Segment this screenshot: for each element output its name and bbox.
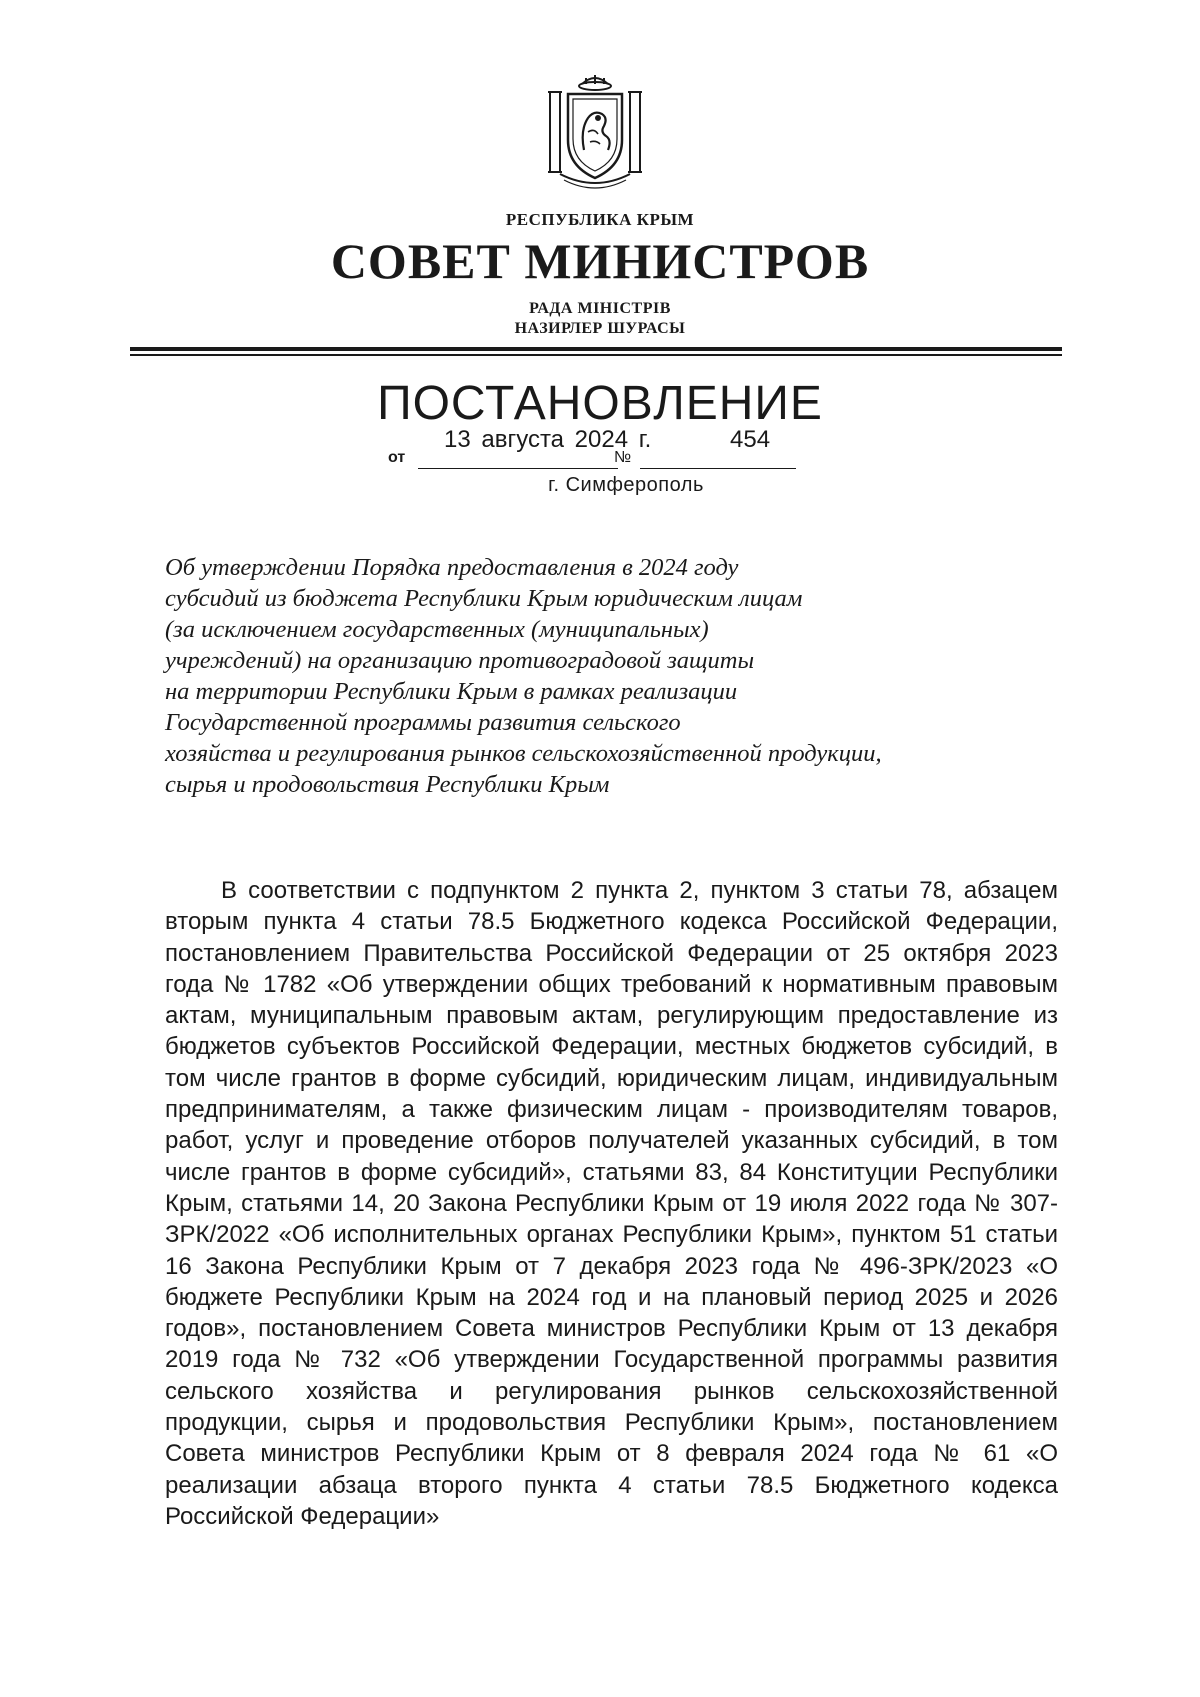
subject-line: Об утверждении Порядка предоставления в 2024 году	[165, 554, 739, 581]
document-subject	[165, 552, 1065, 800]
subject-line: Государственной программы развития сельского	[165, 709, 681, 736]
council-title-ukrainian: РАДА МІНІСТРІВ	[529, 300, 671, 317]
subject-line: хозяйства и регулирования рынков сельскохозяйственной продукции,	[165, 740, 882, 767]
date-number-line	[388, 426, 848, 466]
subject-line: субсидий из бюджета Республики Крым юридическим лицам	[165, 585, 803, 612]
from-label: от	[388, 449, 406, 466]
document-type-title: ПОСТАНОВЛЕНИЕ	[377, 377, 823, 430]
number-underline	[640, 468, 796, 469]
council-title-crimean-tatar: НАЗИРЛЕР ШУРАСЫ	[514, 320, 686, 337]
coat-of-arms-emblem	[544, 70, 646, 190]
subject-line: сырья и продовольствия Республики Крым	[165, 771, 610, 798]
document-date: 13 августа 2024 г.	[444, 426, 652, 453]
number-label: №	[614, 449, 632, 466]
header-divider-thin	[130, 354, 1062, 356]
document-city: г. Симферополь	[548, 474, 704, 496]
date-underline	[418, 468, 618, 469]
council-title: СОВЕТ МИНИСТРОВ	[330, 233, 870, 289]
republic-name: РЕСПУБЛИКА КРЫМ	[505, 210, 695, 229]
subject-line: учреждений) на организацию противоградовой защиты	[165, 647, 755, 674]
header-divider-thick	[130, 347, 1062, 351]
subject-line: на территории Республики Крым в рамках реализации	[165, 678, 738, 705]
body-paragraph: В соответствии с подпунктом 2 пункта 2, пунктом 3 статьи 78, абзацем вторым пункта 4 статьи 78.5 Бюджетного кодекса Российской Федерации, постановлением Правительства Российской Федерации от 25 октября 2023 года № 1782 «Об утверждении общих требований к нормативным правовым актам, муниципальным правовым актам, регулирующим предоставление из бюджетов субъектов Российской Федерации, местных бюджетов субсидий, в том числе грантов в форме субсидий, юридическим лицам, индивидуальным предпринимателям, а также физическим лицам - производителям товаров, работ, услуг и проведение отборов получателей указанных субсидий, в том числе грантов в форме субсидий», статьями 83, 84 Конституции Республики Крым, статьями 14, 20 Закона Республики Крым от 19 июля 2022 года № 307-ЗРК/2022 «Об исполнительных органах Республики Крым», пунктом 51 статьи 16 Закона Республики Крым от 7 декабря 2023 года № 496-ЗРК/2023 «О бюджете Республики Крым на 2024 год и на плановый период 2025 и 2026 годов», постановлением Совета министров Республики Крым от 13 декабря 2019 года № 732 «Об утверждении Государственной программы развития сельского хозяйства и регулирования рынков сельскохозяйственной продукции, сырья и продовольствия Республики Крым», постановлением Совета министров Республики Крым от 8 февраля 2024 года № 61 «О реализации абзаца второго пункта 4 статьи 78.5 Бюджетного кодекса Российской Федерации»	[165, 877, 1058, 1530]
document-number: 454	[730, 426, 771, 453]
subject-line: (за исключением государственных (муниципальных)	[165, 616, 709, 643]
